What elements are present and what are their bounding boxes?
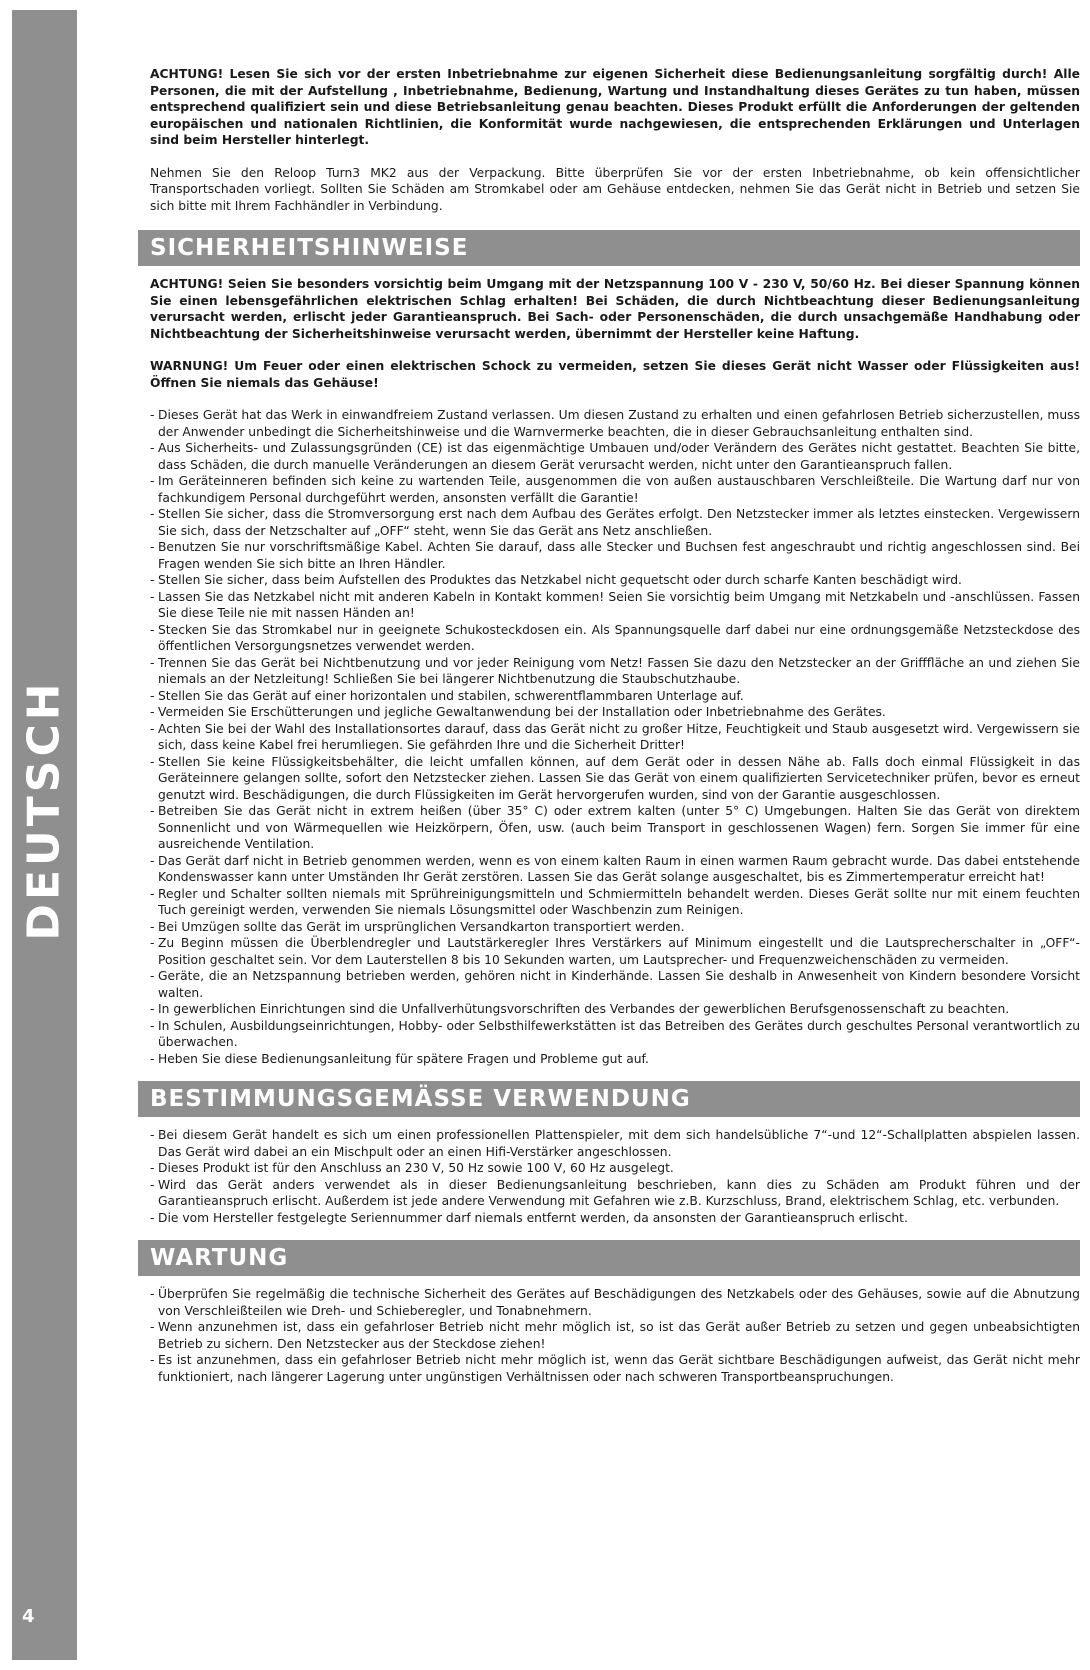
section-heading-maintenance: WARTUNG <box>138 1240 1080 1276</box>
list-item: - Dieses Gerät hat das Werk in einwandfreiem Zustand verlassen. Um diesen Zustand zu erhalten und einen gefahrlosen Betrieb sicherzustellen, muss der Anwender unbedingt die Sicherheitshinweise und die Warnvermerke beachten, die in dieser Gebrauchsanleitung enthalten sind. <box>150 407 1080 440</box>
list-item: - Überprüfen Sie regelmäßig die technische Sicherheit des Gerätes auf Beschädigungen des Netzkabels oder des Gehäuses, sowie auf die Abnutzung von Verschleißteilen wie Dreh- und Schieberegler, und Tonabnehmern. <box>150 1286 1080 1319</box>
section-heading-intended-use: BESTIMMUNGSGEMÄSSE VERWENDUNG <box>138 1081 1080 1117</box>
section-heading-safety: SICHERHEITSHINWEISE <box>138 230 1080 266</box>
list-item: - Regler und Schalter sollten niemals mit Sprühreinigungsmitteln und Schmiermitteln behandelt werden. Dieses Gerät sollte nur mit einem feuchten Tuch gereinigt werden, verwenden Sie niemals Lösungsmittel oder Waschbenzin zum Reinigen. <box>150 886 1080 919</box>
list-item: - Bei Umzügen sollte das Gerät im ursprünglichen Versandkarton transportiert werden. <box>150 919 1080 936</box>
page-number: 4 <box>22 1606 35 1627</box>
list-item: - Bei diesem Gerät handelt es sich um einen professionellen Plattenspieler, mit dem sich handelsübliche 7“-und 12“-Schallplatten abspielen lassen. Das Gerät wird dabei an ein Mischpult oder an einen Hifi-Verstärker angeschlossen. <box>150 1127 1080 1160</box>
list-item: - Stellen Sie keine Flüssigkeitsbehälter, die leicht umfallen können, auf dem Gerät oder in dessen Nähe ab. Falls doch einmal Flüssigkeit in das Geräteinnere gelangen sollte, sofort den Netzstecker ziehen. Lassen Sie das Gerät von einem qualifizierten Servicetechniker prüfen, bevor es erneut genutzt wird. Beschädigungen, die durch Flüssigkeiten im Gerät hervorgerufen wurden, sind von der Garantie ausgeschlossen. <box>150 754 1080 804</box>
intro-unpacking: Nehmen Sie den Reloop Turn3 MK2 aus der Verpackung. Bitte überprüfen Sie vor der ersten Inbetriebnahme, ob kein offensichtlicher Transportschaden vorliegt. Sollten Sie Schäden am Stromkabel oder am Gehäuse entdecken, nehmen Sie das Gerät nicht in Betrieb und setzen Sie sich bitte mit Ihrem Fachhändler in Verbindung. <box>150 165 1080 213</box>
list-item: - Aus Sicherheits- und Zulassungsgründen (CE) ist das eigenmächtige Umbauen und/oder Verändern des Gerätes nicht gestattet. Beachten Sie bitte, dass Schäden, die durch manuelle Veränderungen an diesem Gerät verursacht werden, nicht unter den Garantieanspruch fallen. <box>150 440 1080 473</box>
safety-block <box>138 276 1080 391</box>
list-item: - Geräte, die an Netzspannung betrieben werden, gehören nicht in Kinderhände. Lassen Sie deshalb in Anwesenheit von Kindern besondere Vorsicht walten. <box>150 968 1080 1001</box>
list-item: - Betreiben Sie das Gerät nicht in extrem heißen (über 35° C) oder extrem kalten (unter 5° C) Umgebungen. Halten Sie das Gerät von direktem Sonnenlicht und von Wärmequellen wie Heizkörpern, Öfen, usw. (auch beim Transport in geschlossenen Wagen) fern. Sorgen Sie immer für eine ausreichende Ventilation. <box>150 803 1080 853</box>
list-item: - Benutzen Sie nur vorschriftsmäßige Kabel. Achten Sie darauf, dass alle Stecker und Buchsen fest angeschraubt und richtig angeschlossen sind. Bei Fragen wenden Sie sich bitte an Ihren Händler. <box>150 539 1080 572</box>
intended-use-list <box>138 1127 1080 1226</box>
safety-list <box>138 407 1080 1067</box>
list-item: - Stellen Sie sicher, dass beim Aufstellen des Produktes das Netzkabel nicht gequetscht oder durch scharfe Kanten beschädigt wird. <box>150 572 1080 589</box>
list-item: - Lassen Sie das Netzkabel nicht mit anderen Kabeln in Kontakt kommen! Seien Sie vorsichtig beim Umgang mit Netzkabeln und -anschlüssen. Fassen Sie diese Teile nie mit nassen Händen an! <box>150 589 1080 622</box>
list-item: - Im Geräteinneren befinden sich keine zu wartenden Teile, ausgenommen die von außen austauschbaren Verschleißteile. Die Wartung darf nur von fachkundigem Personal durchgeführt werden, ansonsten verfällt die Garantie! <box>150 473 1080 506</box>
list-item: - Das Gerät darf nicht in Betrieb genommen werden, wenn es von einem kalten Raum in einen warmen Raum gebracht wurde. Das dabei entstehende Kondenswasser kann unter Umständen Ihr Gerät zerstören. Lassen Sie das Gerät solange ausgeschaltet, bis es Zimmertemperatur erreicht hat! <box>150 853 1080 886</box>
list-item: - Dieses Produkt ist für den Anschluss an 230 V, 50 Hz sowie 100 V, 60 Hz ausgelegt. <box>150 1160 1080 1177</box>
safety-fire-warning: WARNUNG! Um Feuer oder einen elektrischen Schock zu vermeiden, setzen Sie dieses Gerät nicht Wasser oder Flüssigkeiten aus! Öffnen Sie niemals das Gehäuse! <box>150 359 1080 390</box>
list-item: - Stellen Sie sicher, dass die Stromversorgung erst nach dem Aufbau des Gerätes erfolgt. Den Netzstecker immer als letztes einstecken. Vergewissern Sie sich, dass der Netzschalter auf „OFF“ steht, wenn Sie das Gerät ans Netz anschließen. <box>150 506 1080 539</box>
list-item: - In Schulen, Ausbildungseinrichtungen, Hobby- oder Selbsthilfewerkstätten ist das Betreiben des Gerätes durch geschultes Personal verantwortlich zu überwachen. <box>150 1018 1080 1051</box>
list-item: - Achten Sie bei der Wahl des Installationsortes darauf, dass das Gerät nicht zu großer Hitze, Feuchtigkeit und Staub ausgesetzt wird. Vergewissern sie sich, dass keine Kabel frei herumliegen. Sie gefährden Ihre und die Sicherheit Dritter! <box>150 721 1080 754</box>
list-item: - Zu Beginn müssen die Überblendregler und Lautstärkeregler Ihres Verstärkers auf Minimum eingestellt und die Lautsprecherschalter in „OFF“-Position geschaltet sein. Vor dem Lauterstellen 8 bis 10 Sekunden warten, um Lautsprecher- und Frequenzweichenschäden zu vermeiden. <box>150 935 1080 968</box>
list-item: - Vermeiden Sie Erschütterungen und jegliche Gewaltanwendung bei der Installation oder Inbetriebnahme des Gerätes. <box>150 704 1080 721</box>
maintenance-list <box>138 1286 1080 1385</box>
list-item: - Heben Sie diese Bedienungsanleitung für spätere Fragen und Probleme gut auf. <box>150 1051 1080 1068</box>
safety-warning: ACHTUNG! Seien Sie besonders vorsichtig beim Umgang mit der Netzspannung 100 V - 230 V, 50/60 Hz. Bei dieser Spannung können Sie einen lebensgefährlichen elektrischen Schlag erhalten! Bei Schäden, die durch Nichtbeachtung dieser Bedienungsanleitung verursacht werden, erlischt jeder Garantieanspruch. Bei Sach- oder Personenschäden, die durch unsachgemäße Handhabung oder Nichtbeachtung der Sicherheitshinweise verursacht werden, übernimmt der Hersteller keine Haftung. <box>150 277 1080 341</box>
list-item: - Stecken Sie das Stromkabel nur in geeignete Schukosteckdosen ein. Als Spannungsquelle darf dabei nur eine ordnungsgemäße Netzsteckdose des öffentlichen Versorgungsnetzes verwendet werden. <box>150 622 1080 655</box>
intro-block <box>138 66 1080 214</box>
list-item: - In gewerblichen Einrichtungen sind die Unfallverhütungsvorschriften des Verbandes der gewerblichen Berufsgenossenschaft zu beachten. <box>150 1001 1080 1018</box>
list-item: - Wenn anzunehmen ist, dass ein gefahrloser Betrieb nicht mehr möglich ist, so ist das Gerät außer Betrieb zu setzen und gegen unbeabsichtigten Betrieb zu sichern. Den Netzstecker aus der Steckdose ziehen! <box>150 1319 1080 1352</box>
list-item: - Die vom Hersteller festgelegte Seriennummer darf niemals entfernt werden, da ansonsten der Garantieanspruch erlischt. <box>150 1210 1080 1227</box>
page-content <box>138 66 1078 1385</box>
list-item: - Stellen Sie das Gerät auf einer horizontalen und stabilen, schwerentflammbaren Unterlage auf. <box>150 688 1080 705</box>
list-item: - Wird das Gerät anders verwendet als in dieser Bedienungsanleitung beschrieben, kann dies zu Schäden am Produkt führen und der Garantieanspruch erlischt. Außerdem ist jede andere Verwendung mit Gefahren wie z.B. Kurzschluss, Brand, elektrischem Schlag, etc. verbunden. <box>150 1177 1080 1210</box>
language-label: DEUTSCH <box>18 679 70 941</box>
intro-warning: ACHTUNG! Lesen Sie sich vor der ersten Inbetriebnahme zur eigenen Sicherheit diese Bedienungsanleitung sorgfältig durch! Alle Personen, die mit der Aufstellung , Inbetriebnahme, Bedienung, Wartung und Instandhaltung dieses Gerätes zu tun haben, müssen entsprechend qualifiziert sein und diese Betriebsanleitung genau beachten. Dieses Produkt erfüllt die Anforderungen der geltenden europäischen und nationalen Richtlinien, die Konformität wurde nachgewiesen, die entsprechenden Erklärungen und Unterlagen sind beim Hersteller hinterlegt. <box>150 67 1080 147</box>
list-item: - Trennen Sie das Gerät bei Nichtbenutzung und vor jeder Reinigung vom Netz! Fassen Sie dazu den Netzstecker an der Grifffläche an und ziehen Sie niemals an der Netzleitung! Schließen Sie bei längerer Nichtbenutzung die Staubschutzhaube. <box>150 655 1080 688</box>
list-item: - Es ist anzunehmen, dass ein gefahrloser Betrieb nicht mehr möglich ist, wenn das Gerät sichtbare Beschädigungen aufweist, das Gerät nicht mehr funktioniert, nach längerer Lagerung unter ungünstigen Verhältnissen oder nach schweren Transportbeanspruchungen. <box>150 1352 1080 1385</box>
